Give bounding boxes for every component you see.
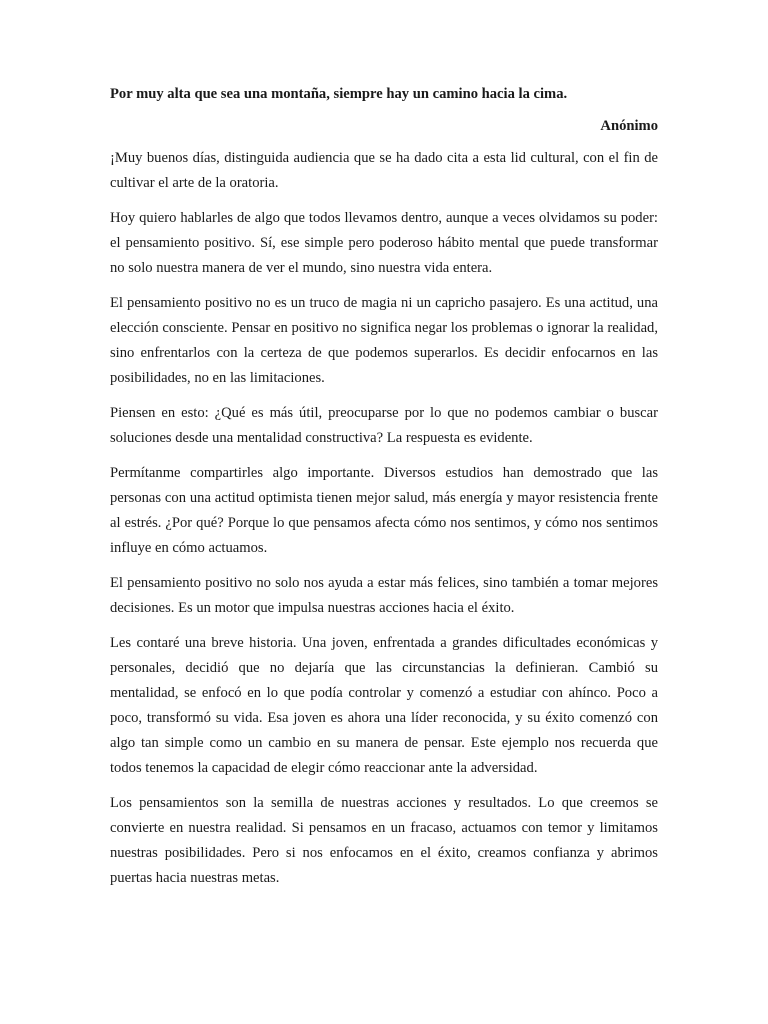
- epigraph-author: Anónimo: [600, 118, 658, 134]
- paragraph-introduction: Hoy quiero hablarles de algo que todos llevamos dentro, aunque a veces olvidamos su poder: el pensamiento positivo. Sí, ese simple pero poderoso hábito mental que puede transformar no solo nuestra manera de ver el mundo, sino nuestra vida entera.: [110, 210, 658, 276]
- paragraph-decisions: El pensamiento positivo no solo nos ayuda a estar más felices, sino también a tomar mejores decisiones. Es un motor que impulsa nuestras acciones hacia el éxito.: [110, 575, 658, 616]
- paragraph-thoughts: Los pensamientos son la semilla de nuestras acciones y resultados. Lo que creemos se convierte en nuestra realidad. Si pensamos en un fracaso, actuamos con temor y limitamos nuestras posibilidades. Pero si nos enfocamos en el éxito, creamos confianza y abrimos puertas hacia nuestras metas.: [110, 795, 658, 886]
- document-page: [110, 82, 658, 901]
- paragraph-greeting: ¡Muy buenos días, distinguida audiencia que se ha dado cita a esta lid cultural, con el fin de cultivar el arte de la oratoria.: [110, 150, 658, 191]
- paragraph-studies: Permítanme compartirles algo importante. Diversos estudios han demostrado que las personas con una actitud optimista tienen mejor salud, más energía y mayor resistencia frente al estrés. ¿Por qué? Porque lo que pensamos afecta cómo nos sentimos, y cómo nos sentimos influye en cómo actuamos.: [110, 465, 658, 556]
- paragraph-question: Piensen en esto: ¿Qué es más útil, preocuparse por lo que no podemos cambiar o buscar soluciones desde una mentalidad constructiva? La respuesta es evidente.: [110, 405, 658, 446]
- paragraph-story: Les contaré una breve historia. Una joven, enfrentada a grandes dificultades económicas y personales, decidió que no dejaría que las circunstancias la definieran. Cambió su mentalidad, se enfocó en lo que podía controlar y comenzó a estudiar con ahínco. Poco a poco, transformó su vida. Esa joven es ahora una líder reconocida, y su éxito comenzó con algo tan simple como un cambio en su manera de pensar. Este ejemplo nos recuerda que todos tenemos la capacidad de elegir cómo reaccionar ante la adversidad.: [110, 635, 658, 776]
- epigraph-quote: Por muy alta que sea una montaña, siempre hay un camino hacia la cima.: [110, 86, 568, 102]
- paragraph-definition: El pensamiento positivo no es un truco de magia ni un capricho pasajero. Es una actitud, una elección consciente. Pensar en positivo no significa negar los problemas o ignorar la realidad, sino enfrentarlos con la certeza de que podemos superarlos. Es decidir enfocarnos en las posibilidades, no en las limitaciones.: [110, 295, 658, 386]
